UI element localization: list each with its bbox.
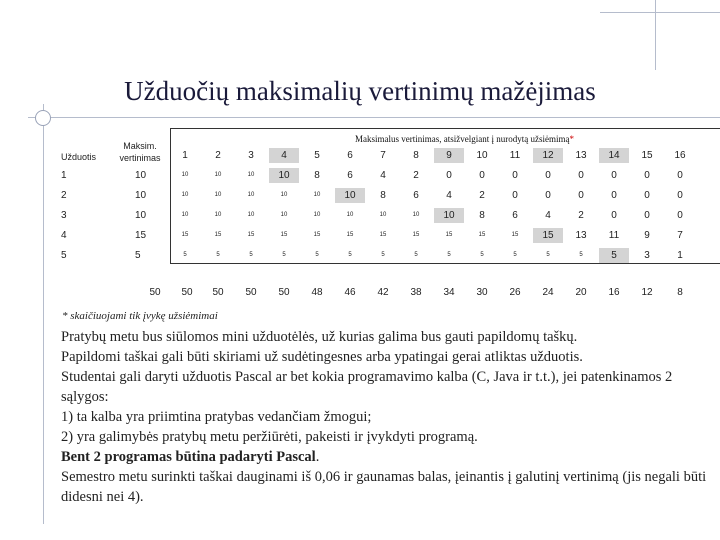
table-header: Maksimalus vertinimas, atsižvelgiant į nurodytą užsiėmimą*: [355, 134, 574, 144]
table-cell: 0: [446, 170, 452, 181]
table-cell: 5: [513, 252, 517, 258]
table-cell: 10: [269, 168, 299, 183]
table-cell: 10: [280, 192, 288, 198]
table-cell: 2: [479, 190, 485, 201]
table-cell: 10: [313, 192, 321, 198]
column-total: 24: [542, 287, 554, 298]
task-max-score: 10: [135, 210, 147, 221]
table-cell: 5: [282, 252, 286, 258]
column-header: 3: [248, 150, 254, 161]
table-cell: 0: [611, 210, 617, 221]
column-total: 8: [677, 287, 683, 298]
column-total: 50: [278, 287, 290, 298]
table-cell: 5: [480, 252, 484, 258]
table-cell: 10: [214, 172, 222, 178]
table-cell: 5: [348, 252, 352, 258]
column-total: 50: [245, 287, 257, 298]
table-cell: 15: [412, 232, 420, 238]
table-cell: 13: [575, 230, 587, 241]
corner-decoration-line: [655, 0, 656, 70]
table-cell: 15: [511, 232, 519, 238]
table-cell: 0: [677, 210, 683, 221]
paragraph: 2) yra galimybės pratybų metu peržiūrėti, pakeisti ir įvykdyti programą.: [61, 429, 478, 445]
table-cell: 0: [677, 170, 683, 181]
table-cell: 0: [512, 190, 518, 201]
table-cell: 1: [677, 250, 683, 261]
task-max-score: 5: [135, 250, 141, 261]
task-number: 4: [61, 230, 67, 241]
column-total: 42: [377, 287, 389, 298]
table-cell: 10: [181, 212, 189, 218]
column-header: 7: [380, 150, 386, 161]
column-header: 2: [215, 150, 221, 161]
table-cell: 10: [412, 212, 420, 218]
table-cell: 0: [644, 170, 650, 181]
task-number: 2: [61, 190, 67, 201]
table-cell: 15: [379, 232, 387, 238]
task-number: 3: [61, 210, 67, 221]
bullet-circle-icon: [35, 110, 51, 126]
table-cell: 6: [512, 210, 518, 221]
table-cell: 11: [608, 230, 620, 241]
column-header: 6: [347, 150, 353, 161]
table-cell: 0: [545, 190, 551, 201]
table-cell: 5: [315, 252, 319, 258]
table-cell: 4: [446, 190, 452, 201]
table-cell: 4: [380, 170, 386, 181]
table-cell: 0: [479, 170, 485, 181]
table-cell: 10: [280, 212, 288, 218]
table-cell: 10: [214, 212, 222, 218]
table-cell: 0: [644, 210, 650, 221]
table-cell: 0: [611, 170, 617, 181]
body-text: [61, 327, 711, 507]
table-cell: 0: [677, 190, 683, 201]
table-cell: 5: [546, 252, 550, 258]
table-cell: 10: [247, 212, 255, 218]
table-cell: 10: [434, 208, 464, 223]
table-cell: 3: [644, 250, 650, 261]
table-cell: 5: [183, 252, 187, 258]
column-header: 10: [476, 150, 488, 161]
table-cell: 6: [413, 190, 419, 201]
column-total: 48: [311, 287, 323, 298]
punctuation: .: [315, 449, 320, 465]
max-column-label: Maksim. vertinimas: [119, 141, 161, 163]
table-cell: 2: [413, 170, 419, 181]
table-cell: 8: [314, 170, 320, 181]
total-max: 50: [149, 287, 161, 298]
column-header: 1: [182, 150, 188, 161]
footnote: * skaičiuojami tik įvykę užsiėmimai: [62, 310, 218, 322]
column-header: 9: [434, 148, 464, 163]
task-max-score: 10: [135, 190, 147, 201]
bold-requirement: Bent 2 programas būtina padaryti Pascal: [61, 449, 316, 465]
table-cell: 15: [445, 232, 453, 238]
table-cell: 15: [478, 232, 486, 238]
table-cell: 0: [578, 170, 584, 181]
column-total: 16: [608, 287, 620, 298]
table-cell: 0: [611, 190, 617, 201]
table-cell: 5: [249, 252, 253, 258]
table-cell: 15: [346, 232, 354, 238]
table-cell: 10: [335, 188, 365, 203]
table-grid-edge: [170, 263, 720, 264]
column-total: 38: [410, 287, 422, 298]
table-cell: 0: [512, 170, 518, 181]
column-header: 12: [533, 148, 563, 163]
task-max-score: 10: [135, 170, 147, 181]
table-cell: 10: [247, 172, 255, 178]
column-header: 13: [575, 150, 587, 161]
table-cell: 10: [214, 192, 222, 198]
column-total: 26: [509, 287, 521, 298]
table-cell: 8: [479, 210, 485, 221]
table-cell: 7: [677, 230, 683, 241]
column-total: 50: [212, 287, 224, 298]
paragraph: Pratybų metu bus siūlomos mini užduotėlės, už kurias galima bus gauti papildomų taškų.: [61, 329, 578, 345]
table-cell: 5: [381, 252, 385, 258]
page-title: Užduočių maksimalių vertinimų mažėjimas: [124, 76, 596, 106]
paragraph: Studentai gali daryti užduotis Pascal ar bet kokia programavimo kalba (C, Java ir t.t.), jei patenkinamos 2 sąlygos:: [61, 369, 673, 405]
paragraph: [61, 447, 711, 467]
table-cell: 10: [247, 192, 255, 198]
table-cell: 15: [181, 232, 189, 238]
task-number: 1: [61, 170, 67, 181]
table-cell: 10: [181, 192, 189, 198]
table-cell: 4: [545, 210, 551, 221]
column-header: 15: [641, 150, 653, 161]
column-header: 5: [314, 150, 320, 161]
title-rule: [28, 117, 720, 118]
table-cell: 15: [533, 228, 563, 243]
table-cell: 5: [414, 252, 418, 258]
table-cell: 15: [280, 232, 288, 238]
task-column-label: Užduotis: [61, 152, 97, 162]
column-total: 34: [443, 287, 455, 298]
column-total: 50: [181, 287, 193, 298]
column-header: 8: [413, 150, 419, 161]
column-total: 12: [641, 287, 653, 298]
column-header: 16: [674, 150, 686, 161]
table-cell: 15: [247, 232, 255, 238]
table-cell: 15: [313, 232, 321, 238]
task-max-score: 15: [135, 230, 147, 241]
table-cell: 0: [644, 190, 650, 201]
column-total: 46: [344, 287, 356, 298]
table-cell: 2: [578, 210, 584, 221]
table-cell: 9: [644, 230, 650, 241]
corner-decoration-line: [600, 12, 720, 13]
score-table: [55, 128, 700, 298]
table-cell: 10: [346, 212, 354, 218]
table-cell: 10: [379, 212, 387, 218]
table-cell: 5: [579, 252, 583, 258]
table-cell: 8: [380, 190, 386, 201]
column-header: 14: [599, 148, 629, 163]
task-number: 5: [61, 250, 67, 261]
paragraph: Papildomi taškai gali būti skiriami už sudėtingesnes arba ypatingai gerai atliktas užduotis.: [61, 349, 583, 365]
table-cell: 0: [578, 190, 584, 201]
paragraph: 1) ta kalba yra priimtina pratybas vedančiam žmogui;: [61, 409, 372, 425]
column-total: 30: [476, 287, 488, 298]
paragraph: Semestro metu surinkti taškai dauginami iš 0,06 ir gaunamas balas, įeinantis į galutinį vertinimą (jis negali būti didesni nei 4).: [61, 469, 707, 505]
table-cell: 6: [347, 170, 353, 181]
column-total: 20: [575, 287, 587, 298]
table-cell: 10: [181, 172, 189, 178]
column-header: 4: [269, 148, 299, 163]
table-cell: 0: [545, 170, 551, 181]
column-header: 11: [509, 150, 521, 161]
table-cell: 15: [214, 232, 222, 238]
table-cell: 5: [447, 252, 451, 258]
table-cell: 5: [216, 252, 220, 258]
table-cell: 5: [599, 248, 629, 263]
margin-rule: [43, 104, 44, 524]
table-cell: 10: [313, 212, 321, 218]
